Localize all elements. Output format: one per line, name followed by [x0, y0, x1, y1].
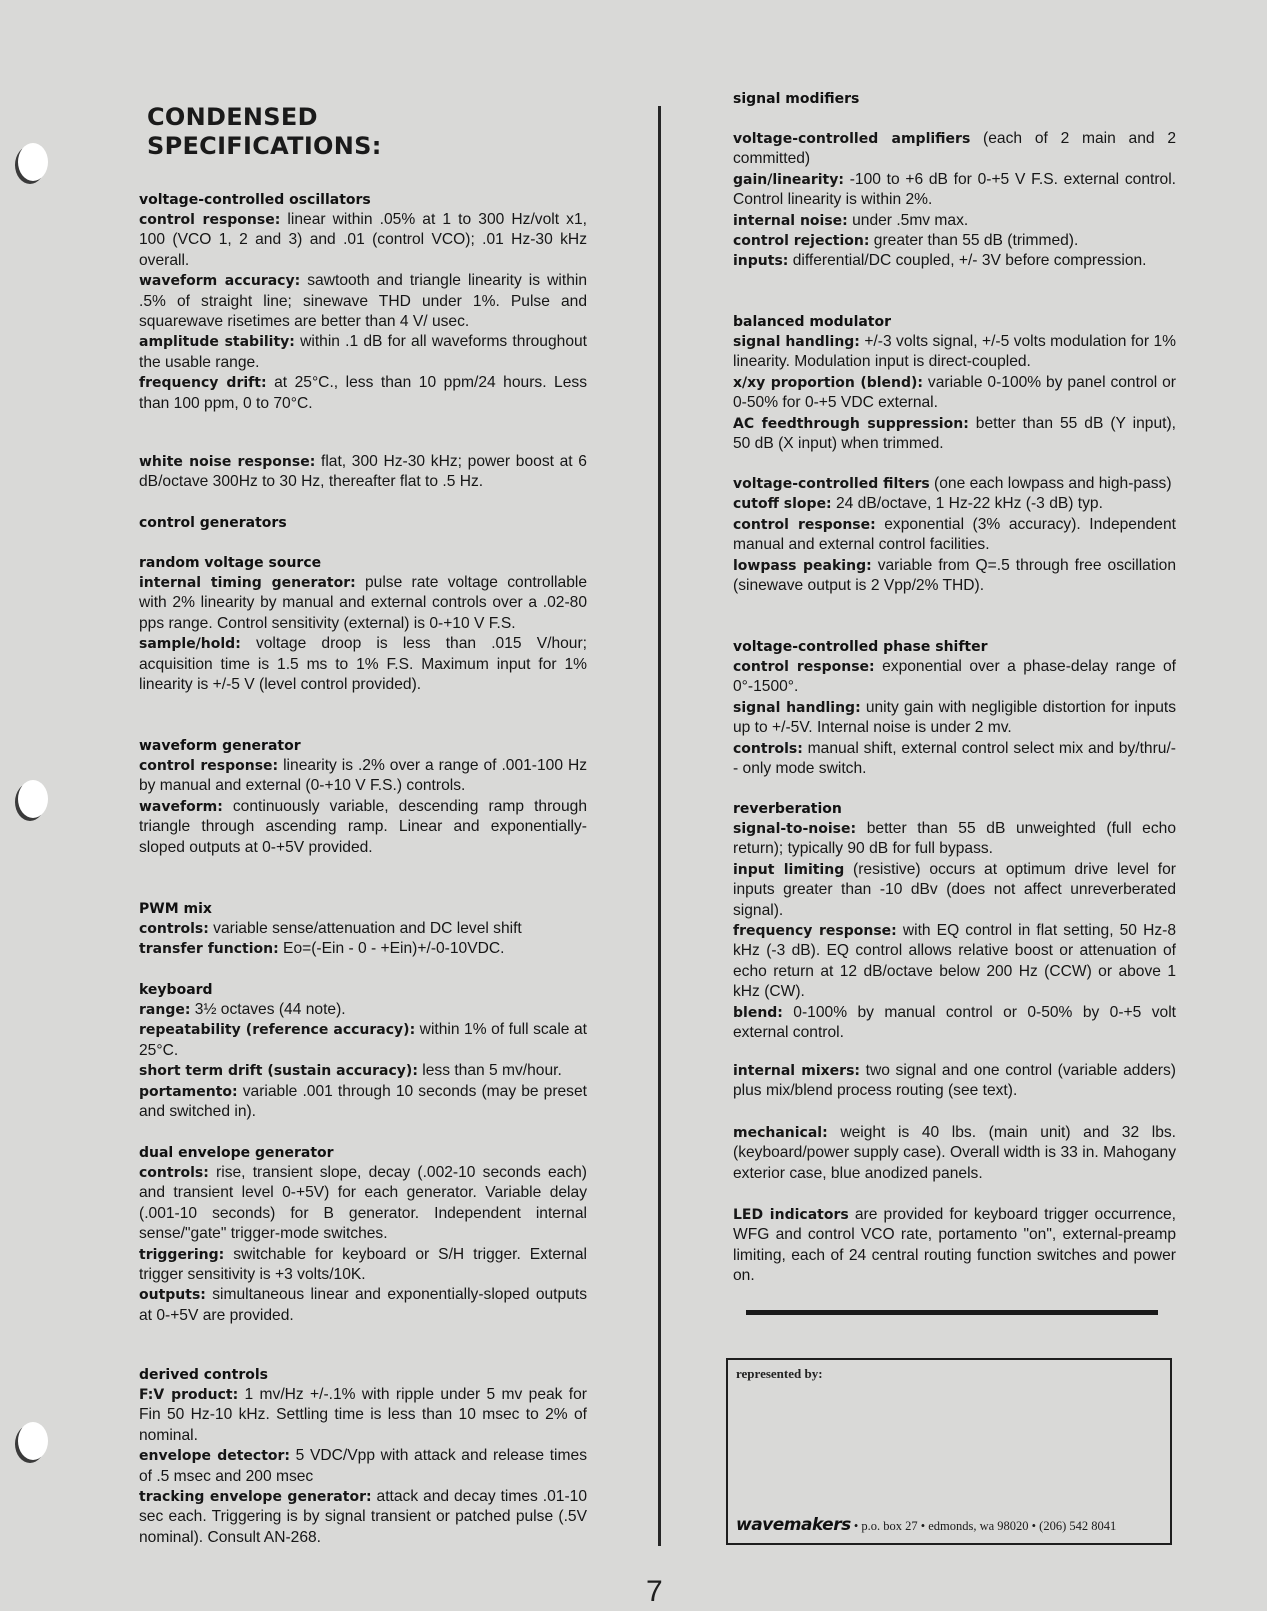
title-line-2: SPECIFICATIONS:: [147, 132, 382, 160]
spec-paragraph: controls: rise, transient slope, decay (.002-10 seconds each) and transient level 0-+5V) for each generator. Variable delay (.001-10 seconds) for B generator. Independent internal sense/"gate" trigger-mode switches.: [139, 1164, 587, 1243]
represented-by-box: [726, 1358, 1172, 1545]
separator-rule: [746, 1310, 1158, 1315]
binder-hole-top: [18, 143, 48, 181]
spec-paragraph: signal handling: +/-3 volts signal, +/-5 volts modulation for 1% linearity. Modulation input is direct-coupled.: [733, 333, 1176, 371]
spec-paragraph: signal handling: unity gain with negligible distortion for inputs up to +/-5V. Internal noise is under 2 mv.: [733, 698, 1176, 737]
spec-paragraph: repeatability (reference accuracy): within 1% of full scale at 25°C.: [139, 1021, 587, 1059]
spec-paragraph: controls: variable sense/attenuation and DC level shift: [139, 920, 522, 937]
spec-paragraph: inputs: differential/DC coupled, +/- 3V before compression.: [733, 252, 1147, 270]
spec-paragraph: waveform accuracy: sawtooth and triangle linearity is within .5% of straight line; sinewave THD under 1%. Pulse and squarewave risetimes are better than 4 V/ usec.: [139, 272, 588, 331]
spec-paragraph: controls: manual shift, external control select mix and by/thru/- - only mode switch.: [733, 739, 1176, 778]
spec-paragraph: transfer function: Eo=(-Ein - 0 - +Ein)+/-0-10VDC.: [139, 940, 505, 958]
section-title: voltage-controlled phase shifter: [733, 639, 988, 655]
title-line-1: CONDENSED: [147, 103, 318, 131]
section-control-generators: [139, 513, 587, 533]
section-title: signal modifiers: [733, 91, 860, 107]
section-mechanical: [733, 1123, 1176, 1184]
spec-paragraph: internal noise: under .5mv max.: [733, 211, 969, 229]
spec-paragraph: white noise response: flat, 300 Hz-30 kHz; power boost at 6 dB/octave 300Hz to 30 Hz, thereafter flat to .5 Hz.: [139, 453, 587, 491]
spec-paragraph: frequency response: with EQ control in flat setting, 50 Hz-8 kHz (-3 dB). EQ control allows relative boost or attenuation of echo return at 12 dB/octave below 200 Hz (CCW) or above 1 kHz (CW).: [733, 922, 1176, 1001]
section-title: keyboard: [139, 982, 213, 998]
spec-paragraph: mechanical: weight is 40 lbs. (main unit) and 32 lbs. (keyboard/power supply case). Overall width is 33 in. Mahogany exterior case, blue anodized panels.: [733, 1124, 1176, 1182]
spec-paragraph: control rejection: greater than 55 dB (trimmed).: [733, 232, 1079, 250]
spec-paragraph: control response: exponential (3% accuracy). Independent manual and external control facilities.: [733, 515, 1176, 554]
section-derived-controls: [139, 1365, 587, 1548]
spec-paragraph: internal timing generator: pulse rate voltage controllable with 2% linearity by manual and external controls over a .02-80 pps range. Control sensitivity (external) is 0-+10 V F.S.: [139, 574, 588, 632]
section-title: balanced modulator: [733, 314, 892, 330]
spec-paragraph: gain/linearity: -100 to +6 dB for 0-+5 V F.S. external control. Control linearity is within 2%.: [733, 170, 1176, 209]
spec-paragraph: LED indicators are provided for keyboard trigger occurrence, WFG and control VCO rate, portamento "on", external-preamp limiting, each of 24 central routing function switches and power on.: [733, 1206, 1176, 1285]
section-title: reverberation: [733, 801, 842, 817]
column-divider: [658, 106, 661, 1546]
section-title: dual envelope generator: [139, 1145, 334, 1161]
section-vcf: [733, 474, 1176, 596]
spec-paragraph: portamento: variable .001 through 10 seconds (may be preset and switched in).: [139, 1082, 587, 1121]
section-title: waveform generator: [139, 738, 301, 754]
spec-paragraph: AC feedthrough suppression: better than 55 dB (Y input), 50 dB (X input) when trimmed.: [733, 414, 1176, 453]
section-pwm-mix: [139, 899, 587, 960]
spec-paragraph: signal-to-noise: better than 55 dB unweighted (full echo return); typically 90 dB for full bypass.: [733, 820, 1176, 858]
section-vco: [139, 190, 587, 414]
page-title: [147, 103, 382, 161]
section-led-indicators: [733, 1205, 1176, 1287]
section-signal-modifiers: [733, 89, 1176, 109]
spec-paragraph: F:V product: 1 mv/Hz +/-.1% with ripple under 5 mv peak for Fin 50 Hz-10 kHz. Settling time is less than 10 msec to 2% of nominal.: [139, 1386, 587, 1444]
spec-paragraph: waveform: continuously variable, descending ramp through triangle through ascending ramp. Linear and exponentially-sloped outputs at 0-+5V provided.: [139, 797, 587, 856]
section-waveform-generator: [139, 736, 587, 858]
spec-paragraph: outputs: simultaneous linear and exponentially-sloped outputs at 0-+5V are provided.: [139, 1286, 587, 1324]
company-footer: [736, 1515, 1116, 1535]
section-vca: [733, 129, 1176, 272]
section-title: control generators: [139, 515, 287, 531]
section-random-voltage-source: [139, 553, 587, 695]
section-white-noise: [139, 452, 587, 493]
binder-hole-middle: [18, 780, 48, 818]
page-number: 7: [646, 1575, 663, 1608]
spec-paragraph: control response: linearity is .2% over a range of .001-100 Hz by manual and external (0-+10 V F.S.) controls.: [139, 757, 587, 795]
spec-paragraph: blend: 0-100% by manual control or 0-50% by 0-+5 volt external control.: [733, 1003, 1176, 1042]
section-keyboard: [139, 980, 587, 1122]
section-balanced-modulator: [733, 312, 1176, 454]
binder-hole-bottom: [18, 1422, 48, 1460]
section-dual-envelope-generator: [139, 1143, 587, 1326]
spec-paragraph: control response: linear within .05% at 1 to 300 Hz/volt x1, 100 (VCO 1, 2 and 3) and .01 (control VCO); .01 Hz-30 kHz overall.: [139, 211, 587, 269]
company-address: • p.o. box 27 • edmonds, wa 98020 • (206) 542 8041: [850, 1519, 1117, 1533]
spec-paragraph: internal mixers: two signal and one control (variable adders) plus mix/blend process routing (see text).: [733, 1062, 1176, 1100]
spec-paragraph: tracking envelope generator: attack and decay times .01-10 sec each. Triggering is by signal transient or patched pulse (.5V nominal). Consult AN-268.: [139, 1488, 587, 1546]
section-title: voltage-controlled oscillators: [139, 192, 371, 208]
spec-paragraph: frequency drift: at 25°C., less than 10 ppm/24 hours. Less than 100 ppm, 0 to 70°C.: [139, 374, 587, 412]
spec-paragraph: short term drift (sustain accuracy): less than 5 mv/hour.: [139, 1062, 562, 1080]
spec-paragraph: voltage-controlled filters (one each lowpass and high-pass): [733, 475, 1172, 492]
represented-by-label: represented by:: [736, 1366, 823, 1381]
section-reverberation: [733, 799, 1176, 1043]
spec-paragraph: triggering: switchable for keyboard or S/H trigger. External trigger sensitivity is +3 volts/10K.: [139, 1245, 587, 1284]
section-phase-shifter: [733, 637, 1176, 779]
spec-paragraph: voltage-controlled amplifiers (each of 2 main and 2 committed): [733, 130, 1176, 168]
spec-paragraph: cutoff slope: 24 dB/octave, 1 Hz-22 kHz (-3 dB) typ.: [733, 495, 1103, 513]
spec-paragraph: amplitude stability: within .1 dB for all waveforms throughout the usable range.: [139, 333, 587, 371]
section-title: random voltage source: [139, 555, 322, 571]
spec-paragraph: envelope detector: 5 VDC/Vpp with attack and release times of .5 msec and 200 msec: [139, 1447, 587, 1485]
spec-paragraph: sample/hold: voltage droop is less than .015 V/hour; acquisition time is 1.5 ms to 1% F.S. Maximum input for 1% linearity is +/-5 V (level control provided).: [139, 635, 587, 694]
spec-paragraph: lowpass peaking: variable from Q=.5 through free oscillation (sinewave output is 2 Vpp/2% THD).: [733, 556, 1176, 595]
section-title: PWM mix: [139, 901, 212, 917]
section-title: derived controls: [139, 1367, 268, 1383]
brand-logo: wavemakers: [736, 1515, 851, 1535]
section-internal-mixers: [733, 1061, 1176, 1102]
spec-paragraph: range: 3½ octaves (44 note).: [139, 1001, 346, 1018]
spec-paragraph: input limiting (resistive) occurs at optimum drive level for inputs greater than -10 dBv (does not affect unreverberated signal).: [733, 860, 1176, 919]
spec-paragraph: control response: exponential over a phase-delay range of 0°-1500°.: [733, 658, 1176, 696]
spec-paragraph: x/xy proportion (blend): variable 0-100% by panel control or 0-50% for 0-+5 VDC external.: [733, 373, 1176, 412]
